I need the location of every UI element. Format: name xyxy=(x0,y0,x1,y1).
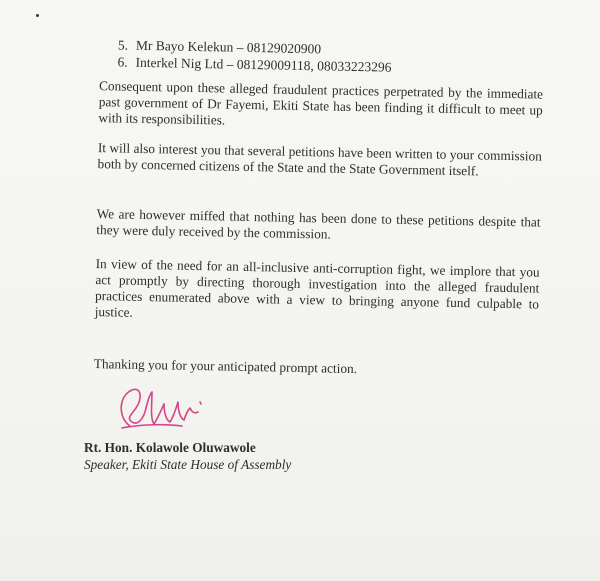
paragraph-consequent: Consequent upon these alleged fraudulent practices perpetrated by the immediate past government of Dr Fayemi, Ekiti State has been finding it difficult to meet up with its responsibilities. xyxy=(98,78,544,128)
handwritten-signature xyxy=(112,378,212,438)
list-item-number: 5. xyxy=(117,37,129,53)
list-item-text: Interkel Nig Ltd – 08129009118, 08033223296 xyxy=(135,54,392,75)
list-item-text: Mr Bayo Kelekun – 08129020900 xyxy=(135,37,322,57)
contact-list xyxy=(117,36,392,75)
closing-line: Thanking you for your anticipated prompt action. xyxy=(93,356,358,377)
paragraph-miffed: We are however miffed that nothing has been done to these petitions despite that they were duly received by the commission. xyxy=(96,206,541,242)
list-item-number: 6. xyxy=(117,54,128,70)
paragraph-implore: In view of the need for an all-inclusive anti-corruption fight, we implore that you act promptly by directing thorough investigation into the alleged fraudulent practices enumerated above with a view to bringing anyone fund culpable to justice. xyxy=(94,256,540,320)
paragraph-petitions: It will also interest you that several petitions have been written to your commission both by concerned citizens of the State and the State Government itself. xyxy=(97,140,542,179)
signer-title: Speaker, Ekiti State House of Assembly xyxy=(84,457,292,472)
signer-name: Rt. Hon. Kolawole Oluwawole xyxy=(84,440,256,455)
